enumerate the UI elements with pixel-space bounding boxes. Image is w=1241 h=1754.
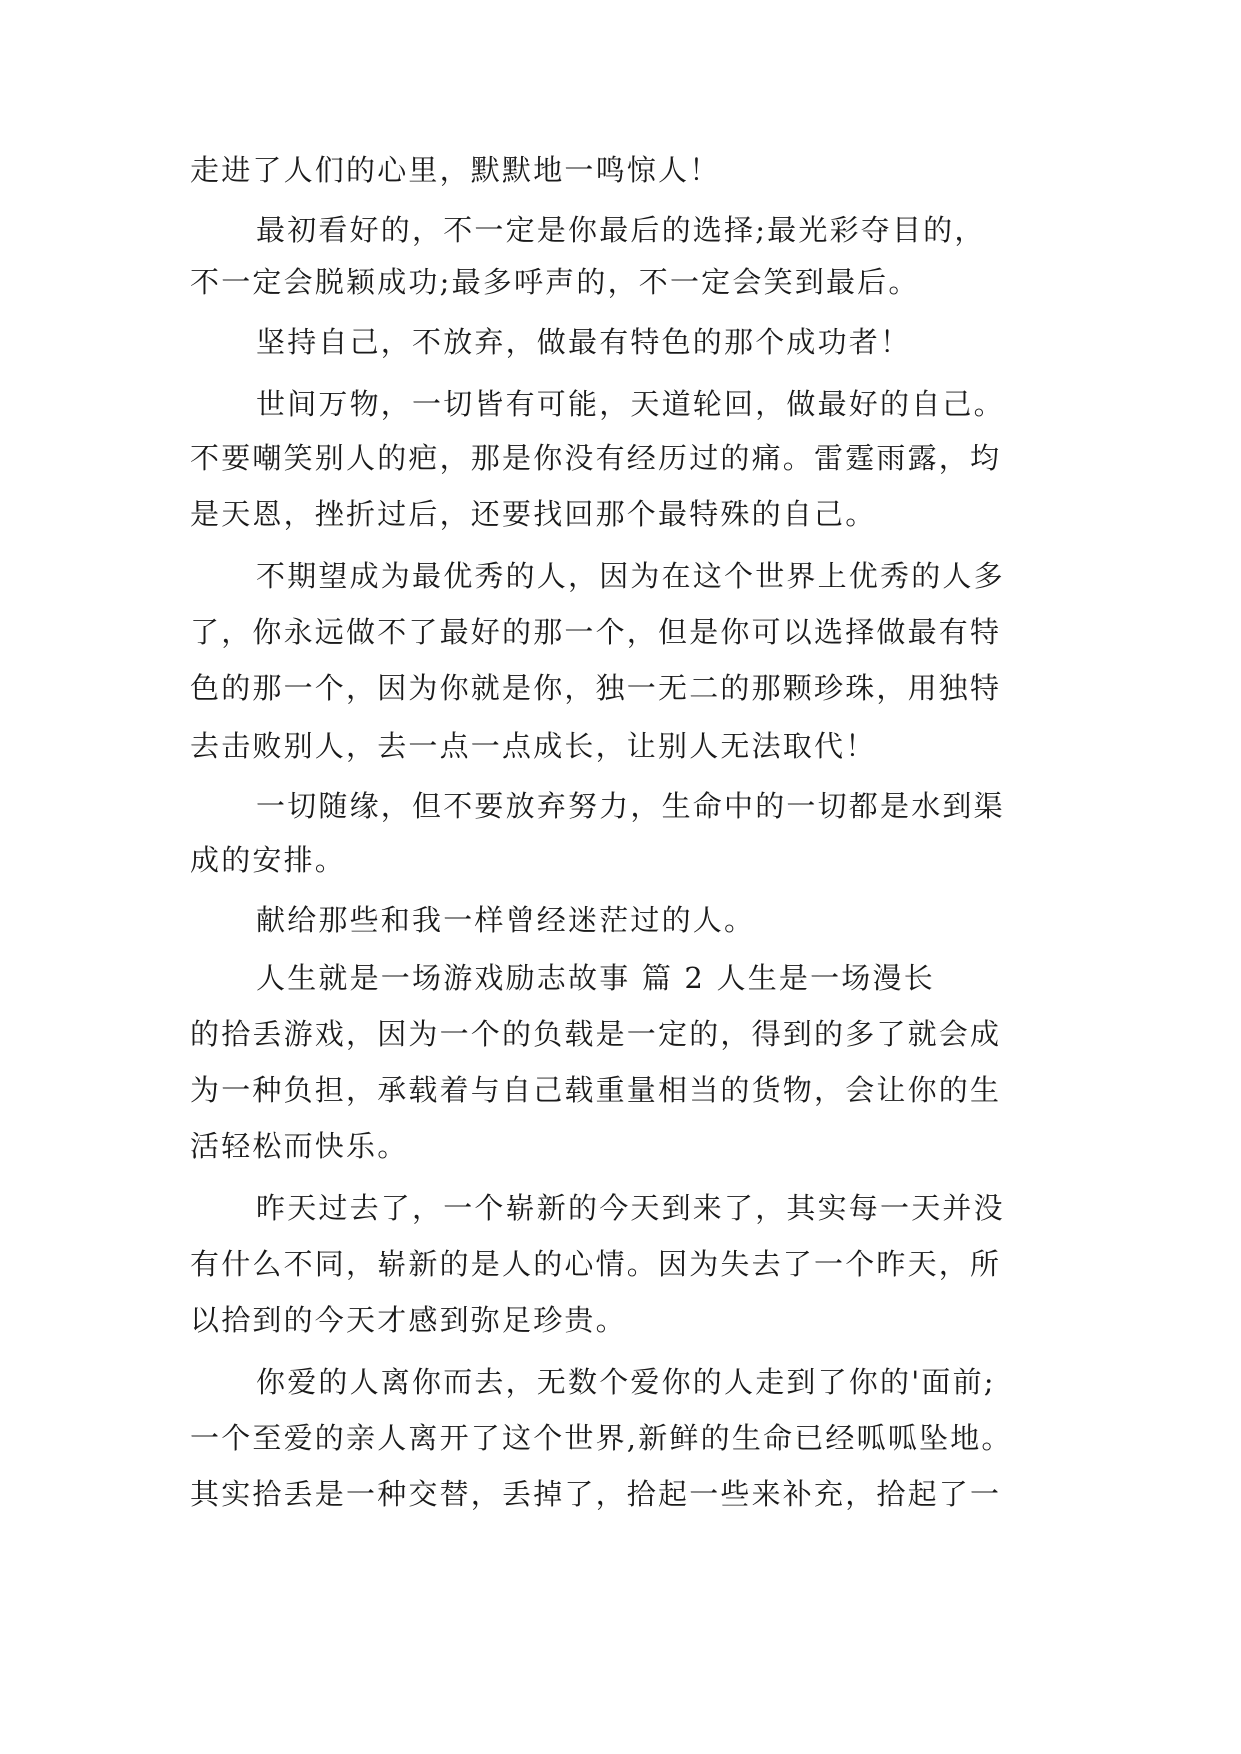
text-line: 一切随缘，但不要放弃努力，生命中的一切都是水到渠 xyxy=(256,789,1005,823)
text-line: 有什么不同，崭新的是人的心情。因为失去了一个昨天，所 xyxy=(190,1247,1002,1281)
text-line: 你爱的人离你而去，无数个爱你的人走到了你的'面前; xyxy=(256,1365,996,1399)
text-line: 活轻松而快乐。 xyxy=(190,1129,409,1163)
text-line: 走进了人们的心里，默默地一鸣惊人！ xyxy=(190,153,721,187)
text-line: 是天恩，挫折过后，还要找回那个最特殊的自己。 xyxy=(190,497,877,531)
text-line: 最初看好的，不一定是你最后的选择;最光彩夺目的， xyxy=(256,213,986,247)
text-line: 世间万物，一切皆有可能，天道轮回，做最好的自己。 xyxy=(256,387,1005,421)
text-line: 不一定会脱颖成功;最多呼声的，不一定会笑到最后。 xyxy=(190,265,920,299)
text-line: 去击败别人，去一点一点成长，让别人无法取代！ xyxy=(190,729,877,763)
text-line: 成的安排。 xyxy=(190,843,347,877)
text-line: 献给那些和我一样曾经迷茫过的人。 xyxy=(256,903,756,937)
text-line: 人生就是一场游戏励志故事 篇 2 人生是一场漫长 xyxy=(256,961,935,995)
text-line: 昨天过去了，一个崭新的今天到来了，其实每一天并没 xyxy=(256,1191,1005,1225)
text-line: 的拾丢游戏，因为一个的负载是一定的，得到的多了就会成 xyxy=(190,1017,1002,1051)
text-line: 为一种负担，承载着与自己载重量相当的货物，会让你的生 xyxy=(190,1073,1002,1107)
text-line: 了，你永远做不了最好的那一个，但是你可以选择做最有特 xyxy=(190,615,1002,649)
text-line: 不期望成为最优秀的人，因为在这个世界上优秀的人多 xyxy=(256,559,1005,593)
text-line: 不要嘲笑别人的疤，那是你没有经历过的痛。雷霆雨露，均 xyxy=(190,441,1002,475)
text-line: 坚持自己，不放弃，做最有特色的那个成功者！ xyxy=(256,325,912,359)
text-line: 其实拾丢是一种交替，丢掉了，拾起一些来补充，拾起了一 xyxy=(190,1477,1002,1511)
text-line: 一个至爱的亲人离开了这个世界,新鲜的生命已经呱呱坠地。 xyxy=(190,1421,1013,1455)
text-line: 色的那一个，因为你就是你，独一无二的那颗珍珠，用独特 xyxy=(190,671,1002,705)
text-line: 以拾到的今天才感到弥足珍贵。 xyxy=(190,1303,627,1337)
